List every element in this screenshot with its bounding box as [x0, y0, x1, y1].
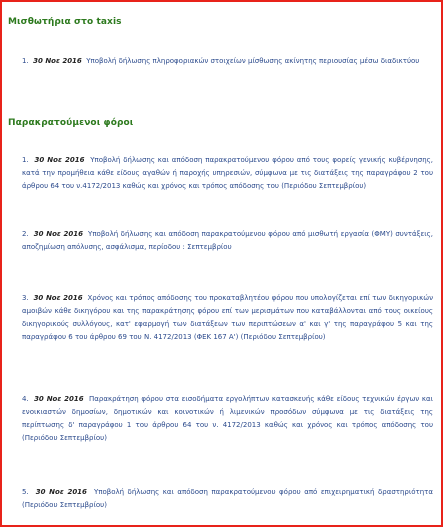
list-item[interactable] [22, 55, 433, 68]
item-date: 30 Νοε 2016 [35, 488, 87, 496]
item-number: 3. [22, 294, 29, 302]
list-item[interactable] [22, 486, 433, 512]
list-item[interactable] [22, 154, 433, 193]
item-number: 5. [22, 488, 29, 496]
item-date: 30 Νοε 2016 [33, 294, 83, 302]
item-link[interactable]: Χρόνος και τρόπος απόδοσης του προκαταβλητέου φόρου που υπολογίζεται επί των δικηγορικών αμοιβών κάθε δικηγόρου και της παρακράτησης φόρου επί των μερισμάτων που καταβάλλονται από τους οικείους δικηγορικούς συλλόγους, κατ' εφαρμογή των διατάξεων των περιπτώσεων α' και γ' της παραγράφου 5 και της παραγράφου 6 του άρθρου 69 του Ν. 4172/2013 (ΦΕΚ 167 Α') (Περιόδου Σεπτεμβρίου) [22, 294, 434, 341]
item-date: 30 Νοε 2016 [34, 156, 85, 164]
item-link[interactable]: Υποβολή δήλωσης και απόδοση παρακρατούμενου φόρου από τους φορείς γενικής κυβέρνησης, κατά την προμήθεια κάθε είδους αγαθών ή παροχής υπηρεσιών, σύμφωνα με τις διατάξεις της παραγράφου 2 του άρθρου 64 του ν.4172/2013 καθώς και χρόνος και τρόπος απόδοσης του (Περιόδου Σεπτεμβρίου) [22, 156, 433, 190]
item-link[interactable]: Υποβολή δήλωσης πληροφοριακών στοιχείων μίσθωσης ακίνητης περιουσίας μέσω διαδικτύου [86, 57, 420, 65]
section-heading-rent-contracts: Μισθωτήρια στο taxis [8, 17, 122, 27]
list-item[interactable] [22, 393, 433, 445]
item-date: 30 Νοε 2016 [34, 395, 84, 403]
section-heading-withholding-taxes: Παρακρατούμενοι φόροι [8, 118, 134, 128]
item-number: 1. [22, 156, 29, 164]
list-item[interactable] [22, 228, 433, 254]
item-number: 4. [22, 395, 29, 403]
item-link[interactable]: Υποβολή δήλωσης και απόδοση παρακρατούμενου φόρου από μισθωτή εργασία (ΦΜΥ) συντάξεις, αποζημίωση απόλυσης, ασφάλισμα, περίοδου : Σεπτεμβρίου [22, 230, 433, 251]
item-date: 30 Νοε 2016 [33, 230, 83, 238]
item-link[interactable]: Υποβολή δήλωσης και απόδοση παρακρατούμενου φόρου από επιχειρηματική δραστηριότητα (Περιόδου Σεπτεμβρίου) [22, 488, 434, 509]
item-date: 30 Νοε 2016 [33, 57, 82, 65]
list-item[interactable] [22, 292, 433, 344]
item-number: 1. [22, 57, 29, 65]
item-number: 2. [22, 230, 29, 238]
item-link[interactable]: Παρακράτηση φόρου στα εισοδήματα εργολήπτων κατασκευής κάθε είδους τεχνικών έργων και ενοικιαστών δημοσίων, δημοτικών και κοινοτικών ή λιμενικών προσόδων σύμφωνα με τις διατάξεις της περίπτωσης δ' παραγράφου 1 του άρθρου 64 του ν. 4172/2013 καθώς και χρόνος και τρόπος απόδοσης του (Περιόδου Σεπτεμβρίου) [22, 395, 434, 442]
